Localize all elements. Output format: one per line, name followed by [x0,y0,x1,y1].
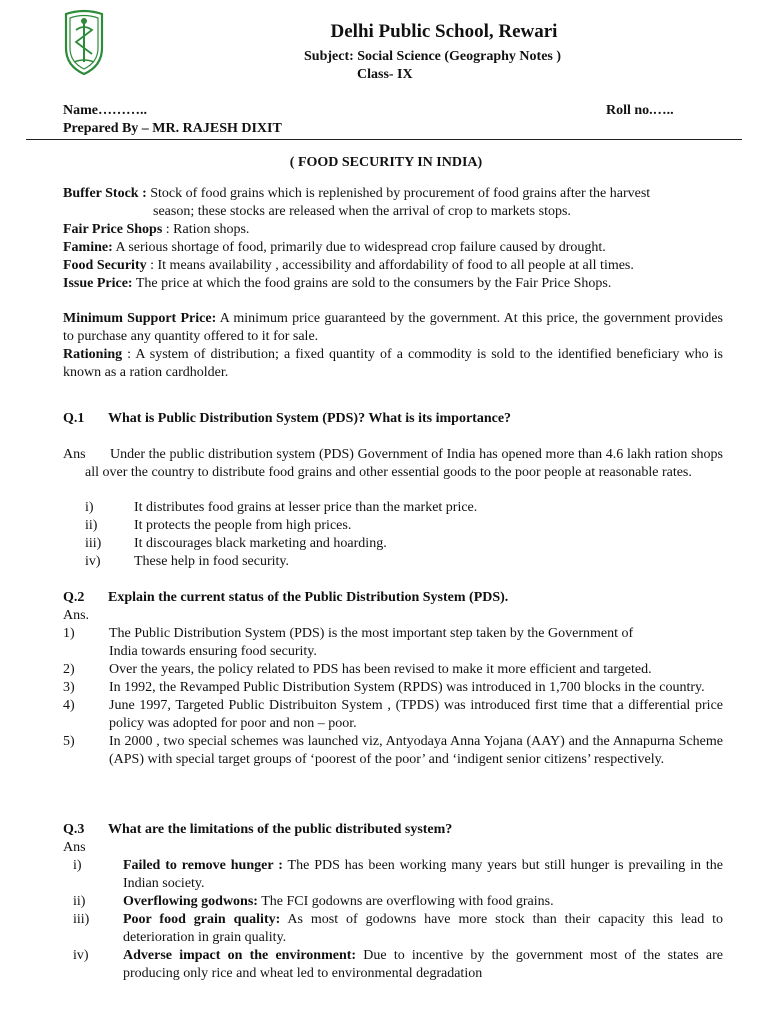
class-line: Class- IX [357,67,413,82]
item-number: iv) [85,554,101,569]
item-number: ii) [73,894,86,909]
item-number: iv) [73,948,89,963]
question-number: Q.3 [63,822,85,837]
item-text-cont: India towards ensuring food security. [109,644,317,659]
item-number: 4) [63,698,75,713]
list-item [63,911,723,947]
item-text: The PDS has been working many years but still hunger is prevailing in the Indian society. [123,858,724,891]
definition-famine [63,239,723,257]
answer-label: Ans. [63,608,90,623]
question-2 [63,589,723,625]
name-field: Name……….. [63,103,147,118]
prepared-by: Prepared By – MR. RAJESH DIXIT [63,121,282,136]
definitions-list [63,185,723,293]
list-item [63,679,723,697]
item-number: 2) [63,662,75,677]
item-number: iii) [73,912,90,927]
definition-msp [63,310,723,346]
item-number: 3) [63,680,75,695]
list-item [63,893,723,911]
item-text: It protects the people from high prices. [134,518,352,533]
item-text: Due to incentive by the government most of the states are producing only rice and wheat led to environmental degradation [123,948,724,981]
item-term: Adverse impact on the environment: [123,948,357,963]
school-crest-icon [62,8,106,76]
definition-text: A serious shortage of food, primarily due to widespread crop failure caused by drought. [112,240,606,255]
answer-2-points [63,625,723,769]
term: Buffer Stock : [63,186,147,201]
subject-line: Subject: Social Science (Geography Notes ) [304,49,562,64]
term: Famine: [63,240,113,255]
answer-3-points [63,857,723,983]
definition-fair-price-shops [63,221,723,239]
item-text: In 1992, the Revamped Public Distribution System (RPDS) was introduced in 1,700 blocks in the country. [109,680,705,695]
question-text: Explain the current status of the Public Distribution System (PDS). [108,590,509,605]
page-title: ( FOOD SECURITY IN INDIA) [289,155,483,170]
roll-number-field: Roll no.….. [606,103,674,118]
item-number: iii) [85,536,102,551]
list-item [63,697,723,733]
definition-text: : Ration shops. [162,222,250,237]
list-item [63,661,723,679]
answer-1 [63,446,723,482]
term: Food Security [63,258,147,273]
term: Minimum Support Price: [63,311,217,326]
definition-text: A minimum price guaranteed by the government. At this price, the government provides to purchase any quantity offered to it for sale. [63,311,724,344]
item-term: Poor food grain quality: [123,912,281,927]
definition-text: : It means availability , accessibility and affordability of food to all people at all times. [146,258,634,273]
list-item [63,499,723,517]
item-text: These help in food security. [134,554,289,569]
question-3 [63,821,723,857]
term: Rationing [63,347,123,362]
list-item [63,625,723,661]
definition-text: The price at which the food grains are sold to the consumers by the Fair Price Shops. [132,276,612,291]
question-number: Q.1 [63,411,85,426]
item-text: It distributes food grains at lesser price than the market price. [134,500,478,515]
item-term: Overflowing godwons: [123,894,258,909]
definition-text: : A system of distribution; a fixed quantity of a commodity is sold to the identified beneficiary who is known as a ration cardholder. [63,347,723,380]
answer-body: Under the public distribution system (PDS) Government of India has opened more than 4.6 lakh ration shops all over the country to distribute food grains and other essential goods to the poor people at reasonable rates. [85,447,723,480]
list-item [63,857,723,893]
question-text: What are the limitations of the public distributed system? [108,822,453,837]
definitions-list-2 [63,310,723,382]
item-text: It discourages black marketing and hoarding. [134,536,387,551]
item-text: The Public Distribution System (PDS) is the most important step taken by the Government of [109,626,634,641]
answer-1-points [63,499,723,571]
list-item [63,517,723,535]
definition-rationing [63,346,723,382]
term: Fair Price Shops [63,222,163,237]
header-divider [26,139,742,140]
item-term: Failed to remove hunger : [123,858,283,873]
question-number: Q.2 [63,590,85,605]
item-number: i) [85,500,94,515]
list-item [63,553,723,571]
definition-continuation: season; these stocks are released when the arrival of crop to markets stops. [153,204,571,219]
question-1 [63,410,723,428]
list-item [63,535,723,553]
definition-food-security [63,257,723,275]
definition-text: Stock of food grains which is replenished by procurement of food grains after the harvest [146,186,651,201]
school-name: Delhi Public School, Rewari [330,21,558,42]
question-text: What is Public Distribution System (PDS)? What is its importance? [108,411,512,426]
answer-text [85,446,723,482]
item-number: 1) [63,626,75,641]
item-text: Over the years, the policy related to PDS has been revised to make it more efficient and targeted. [109,662,652,677]
list-item [63,733,723,769]
item-text: As most of godowns have more stock than their capacity this lead to deterioration in grain quality. [123,912,723,945]
answer-label: Ans [63,840,86,855]
item-text: In 2000 , two special schemes was launched viz, Antyodaya Anna Yojana (AAY) and the Annapurna Scheme (APS) with special target groups of ‘poorest of the poor’ and ‘indigent senior citizens’ respectively. [109,734,723,767]
answer-label: Ans [63,447,86,462]
definition-buffer-stock [63,185,723,203]
item-number: ii) [85,518,98,533]
list-item [63,947,723,983]
item-text: The FCI godowns are overflowing with food grains. [257,894,554,909]
item-text: June 1997, Targeted Public Distribuiton System , (TPDS) was introduced first time that a differential price policy was adopted for poor and non – poor. [109,698,723,731]
definition-issue-price [63,275,723,293]
item-number: 5) [63,734,75,749]
item-number: i) [73,858,82,873]
term: Issue Price: [63,276,133,291]
